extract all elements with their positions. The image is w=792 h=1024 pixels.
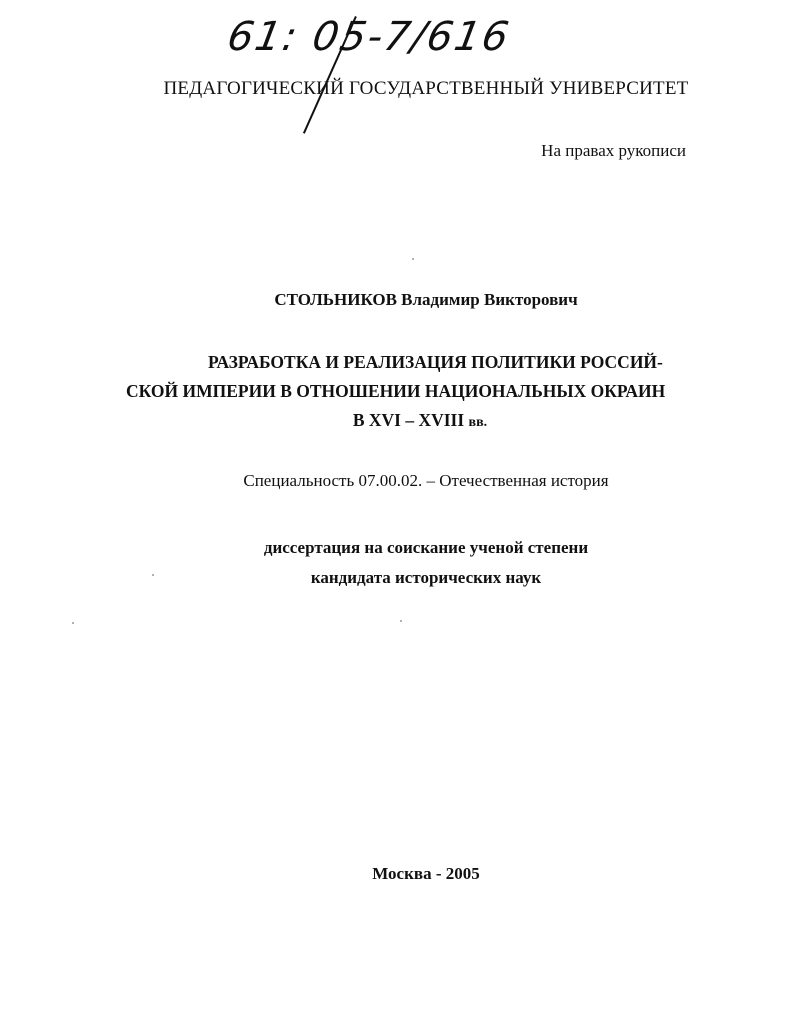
scan-speck <box>152 574 154 576</box>
title-line-3 <box>120 406 720 437</box>
title-period: В XVI – XVIII <box>352 410 465 430</box>
degree-line-1: диссертация на соискание ученой степени <box>263 538 589 557</box>
city-year: Москва - 2005 <box>372 864 480 883</box>
title-period-suffix: вв. <box>468 415 488 430</box>
title-line-1: РАЗРАБОТКА И РЕАЛИЗАЦИЯ ПОЛИТИКИ РОССИЙ- <box>208 352 663 372</box>
scan-speck <box>400 620 402 622</box>
handwritten-archive-code: 61: 05-7/616 <box>223 14 514 60</box>
specialty: Специальность 07.00.02. – Отечественная история <box>243 471 609 490</box>
scan-speck <box>412 258 414 260</box>
institution-name: ПЕДАГОГИЧЕСКИЙ ГОСУДАРСТВЕННЫЙ УНИВЕРСИТЕТ <box>163 78 689 99</box>
manuscript-note: На правах рукописи <box>541 141 686 160</box>
title-line-2: СКОЙ ИМПЕРИИ В ОТНОШЕНИИ НАЦИОНАЛЬНЫХ ОКРАИН <box>126 381 666 401</box>
dissertation-title <box>120 348 720 437</box>
degree-line-2: кандидата исторических наук <box>310 568 542 587</box>
degree-statement <box>0 533 792 593</box>
scan-speck <box>72 622 74 624</box>
author-name: СТОЛЬНИКОВ Владимир Викторович <box>274 290 578 309</box>
